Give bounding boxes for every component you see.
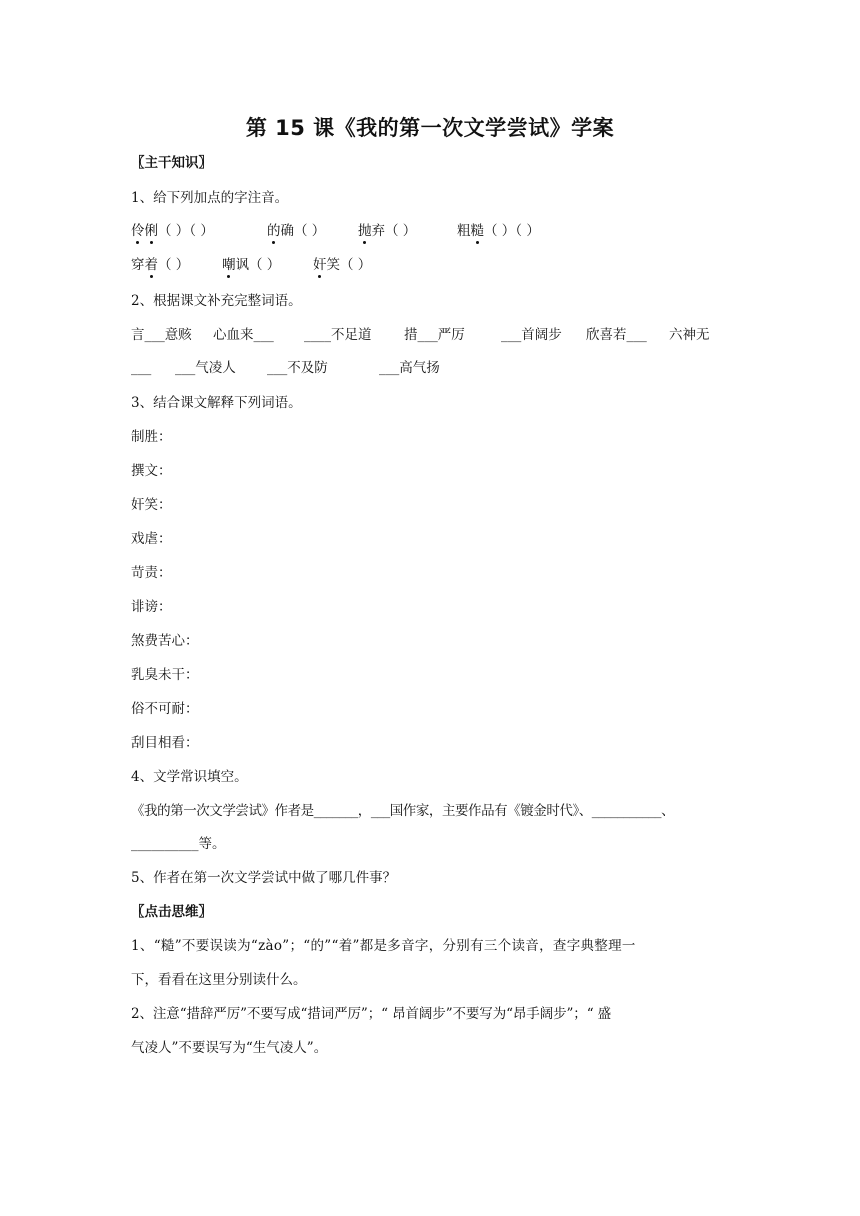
idiom-blank: 六神无 — [669, 327, 710, 343]
tip-line: 1、“糙”不要误读为“zào”；“的”“着”都是多音字，分别有三个读音，查字典整理一 — [131, 938, 636, 954]
pinyin-item: 穿着（ ） — [131, 257, 190, 273]
question-2-prompt: 2、根据课文补充完整词语。 — [131, 293, 302, 309]
pinyin-row-1 — [131, 221, 731, 243]
idiom-blank: ____不足道 — [304, 327, 372, 343]
pinyin-item: 的确（ ） — [267, 223, 326, 239]
literature-fill-line-1: 《我的第一次文学尝试》作者是_______，___国作家，主要作品有《镀金时代》、___________、 — [131, 803, 675, 819]
term-line: 制胜： — [131, 429, 172, 445]
idiom-blank: ___不及防 — [267, 360, 328, 376]
idiom-blank: 措___严厉 — [404, 327, 465, 343]
term-line: 俗不可耐： — [131, 701, 199, 717]
idiom-blank: 欣喜若___ — [586, 327, 647, 343]
idiom-blank: ___高气扬 — [379, 360, 440, 376]
term-line: 戏虐： — [131, 531, 172, 547]
question-1-prompt: 1、给下列加点的字注音。 — [131, 190, 289, 206]
page-title: 第 15 课《我的第一次文学尝试》学案 — [245, 116, 615, 140]
pinyin-item: 嘲讽（ ） — [222, 257, 281, 273]
pinyin-item: 奸笑（ ） — [313, 257, 372, 273]
idiom-blank: ___首阔步 — [501, 327, 562, 343]
idiom-blank: ___ — [131, 360, 152, 376]
tip-line: 2、注意“措辞严厉”不要写成“措词严厉”；“ 昂首阔步”不要写为“昂手阔步”；“ 盛 — [131, 1006, 612, 1022]
question-5-prompt: 5、作者在第一次文学尝试中做了哪几件事？ — [131, 870, 397, 886]
question-4-prompt: 4、文学常识填空。 — [131, 769, 248, 785]
term-line: 煞费苦心： — [131, 633, 199, 649]
section-heading-thinking: 〖点击思维〗 — [131, 904, 212, 920]
tip-line: 下，看看在这里分别读什么。 — [131, 972, 307, 988]
idiom-row-2 — [131, 358, 731, 380]
pinyin-item: 抛弃（ ） — [358, 223, 417, 239]
pinyin-row-2 — [131, 255, 731, 277]
term-line: 奸笑： — [131, 497, 172, 513]
term-line: 乳臭未干： — [131, 667, 199, 683]
idiom-blank: 言___意赅 — [131, 327, 192, 343]
literature-fill-line-2: __________等。 — [131, 836, 226, 852]
term-line: 撰文： — [131, 463, 172, 479]
question-3-prompt: 3、结合课文解释下列词语。 — [131, 395, 302, 411]
term-line: 刮目相看： — [131, 735, 199, 751]
pinyin-item: 粗糙（ ）（ ） — [457, 223, 540, 239]
idiom-blank: 心血来___ — [213, 327, 274, 343]
section-heading-main-knowledge: 〖主干知识〗 — [131, 155, 212, 171]
tip-line: 气凌人”不要误写为“生气凌人”。 — [131, 1040, 328, 1056]
term-line: 苛责： — [131, 565, 172, 581]
pinyin-item: 伶俐（ ）（ ） — [131, 223, 214, 239]
idiom-blank: ___气凌人 — [175, 360, 236, 376]
idiom-row-1 — [131, 325, 731, 347]
term-line: 诽谤： — [131, 599, 172, 615]
